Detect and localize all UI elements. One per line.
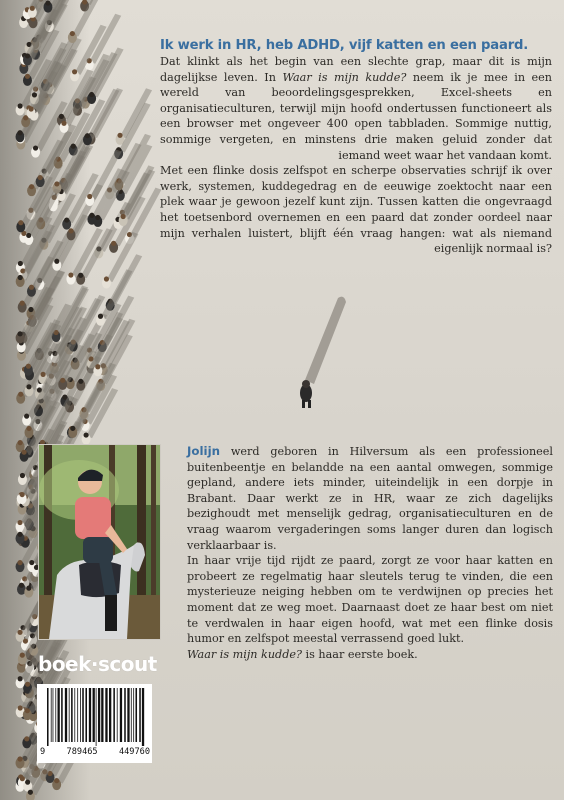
barcode-bar <box>109 688 111 742</box>
person-head <box>18 440 23 445</box>
barcode-bar <box>105 688 107 742</box>
barcode-bar <box>96 688 97 746</box>
person-head <box>89 92 94 97</box>
person-head <box>78 379 83 384</box>
author-p3-text: is haar eerste boek. <box>302 647 418 661</box>
person-head <box>29 285 34 290</box>
person-head <box>95 215 100 220</box>
barcode-bar <box>47 688 49 746</box>
barcode-bar <box>69 688 70 742</box>
person-head <box>26 233 31 238</box>
person-head <box>40 372 45 377</box>
author-paragraph-2: In haar vrije tijd rijdt ze paard, zorgt ze voor haar katten en probeert ze regelmatig haar sleutels terug te vinden, die een mysterieuze neiging hebben om te verdwijnen op precies het moment dat ze weg moet. Daarnaast doet ze haar best om niet te verdwalen in haar eigen hoofd, wat met een flinke dosis humor en zelfspot meestal verrassend goed lukt. <box>187 554 553 646</box>
person-head <box>17 756 22 761</box>
publisher-logo <box>38 652 157 676</box>
person-head <box>71 144 76 149</box>
person-head <box>20 473 25 478</box>
person-head <box>21 450 26 455</box>
book-title: Waar is mijn kudde? <box>282 70 407 84</box>
person-head <box>19 583 24 588</box>
barcode-bar <box>71 688 73 742</box>
person-head <box>20 301 25 306</box>
author-paragraph-1 <box>187 444 553 553</box>
barcode-digit-group-2: 789465 <box>66 747 98 757</box>
author-name: Jolijn <box>187 444 221 458</box>
person-head <box>64 217 69 222</box>
barcode-bar <box>51 688 52 742</box>
barcode-bar <box>89 688 91 742</box>
person-head <box>24 736 29 741</box>
person-head <box>17 103 22 108</box>
author-photo <box>38 444 161 640</box>
blurb <box>160 38 552 257</box>
publisher-dot: · <box>90 652 99 676</box>
person-head <box>17 560 22 565</box>
person-head <box>29 184 34 189</box>
person-head <box>17 331 22 336</box>
publisher-part2: scout <box>98 652 157 676</box>
barcode-bar <box>127 688 129 742</box>
person-head <box>59 114 64 119</box>
blurb-paragraph-2: Met een flinke dosis zelfspot en scherpe observaties schrijf ik over werk, systemen, kuddegedrag en de eeuwige zoektocht naar een plek waar je gewoon jezelf kunt zijn. Tussen katten die ongevraagd het toetsenbord overnemen en een paard dat zonder oordeel naar mijn verhalen luistert, blijft één vraag hangen: wat als niemand eigenlijk normaal is? <box>160 164 552 256</box>
person-head <box>54 778 59 783</box>
person-head <box>111 241 116 246</box>
person-head <box>18 275 23 280</box>
barcode-bar <box>124 688 126 742</box>
person-head <box>29 106 34 111</box>
barcode-bar <box>117 688 118 742</box>
author-paragraph-3 <box>187 647 553 663</box>
person-head <box>28 790 33 795</box>
person-head <box>68 228 73 233</box>
crowd-illustration <box>0 0 170 800</box>
person-head <box>17 130 22 135</box>
barcode-digit-group-3: 449760 <box>118 747 150 757</box>
person-head <box>54 259 59 264</box>
barcode-bars <box>41 688 148 746</box>
person-head <box>117 133 122 138</box>
person-head <box>17 520 22 525</box>
person-head <box>33 145 38 150</box>
barcode-bar <box>53 688 54 742</box>
person-head <box>26 364 31 369</box>
person-head <box>17 676 22 681</box>
barcode-bar <box>133 688 134 742</box>
barcode-digits <box>40 747 150 757</box>
barcode-bar <box>131 688 132 742</box>
barcode-bar <box>74 688 75 742</box>
person-head <box>25 780 30 785</box>
barcode-bar <box>135 688 137 742</box>
barcode-bar <box>77 688 78 742</box>
person-head <box>78 273 83 278</box>
person-head <box>45 0 50 5</box>
person-head <box>17 532 22 537</box>
person-head <box>18 261 23 266</box>
person-head <box>85 133 90 138</box>
person-head <box>70 31 75 36</box>
author-p1-text: werd geboren in Hilversum als een professioneel buitenbeentje en belandde na een aantal omwegen, sommige gepland, andere iets minder, uiteindelijk in een dorpje in Brabant. Daar werkt ze in HR, waar ze zich dagelijks bezighoudt met menselijk gedrag, organisatieculturen en de vraag waarom vergaderingen soms langer duren dan logisch verklaarbaar is. <box>187 445 553 552</box>
person-head <box>87 194 92 199</box>
person-head <box>17 630 22 635</box>
barcode-bar <box>139 688 141 742</box>
barcode-bar <box>120 688 122 742</box>
person-head <box>60 378 65 383</box>
person-head <box>18 220 23 225</box>
person-head <box>25 53 30 58</box>
barcode-bar <box>101 688 103 742</box>
person-head <box>20 776 25 781</box>
person-head <box>20 492 25 497</box>
person-head <box>25 682 30 687</box>
barcode-bar <box>55 688 56 742</box>
person-head <box>38 175 43 180</box>
barcode-bar <box>65 688 67 742</box>
person-head <box>24 414 29 419</box>
publisher-part1: boek <box>38 652 91 676</box>
person-head <box>72 69 77 74</box>
person-head <box>98 314 103 319</box>
person-head <box>25 708 30 713</box>
person-head <box>104 276 109 281</box>
barcode-digit-group-1: 9 <box>40 747 46 757</box>
person-head <box>30 6 35 11</box>
barcode-bar <box>113 688 115 742</box>
headline: Ik werk in HR, heb ADHD, vijf katten en een paard. <box>160 38 529 53</box>
isbn-barcode <box>37 684 152 763</box>
barcode-bar <box>58 688 60 742</box>
person-head <box>20 653 25 658</box>
barcode-bar <box>98 688 100 742</box>
person-head <box>28 307 33 312</box>
author-book-title: Waar is mijn kudde? <box>187 647 302 661</box>
person-head <box>54 181 59 186</box>
blurb-p1-end: neem ik je mee in een wereld van beoordelingsgesprekken, Excel-sheets en organisatieculturen, terwijl mijn hoofd ondertussen functioneert als een browser met ongeveer 400 open tabbladen. Sommige nuttig, sommige vergeten, en minstens drie maken geluid zonder dat iemand weet waar het vandaan komt. <box>160 70 552 162</box>
barcode-bar <box>142 688 144 746</box>
barcode-bar <box>82 688 84 742</box>
person-head <box>26 384 31 389</box>
blurb-paragraph-1 <box>160 54 552 163</box>
person-head <box>95 364 100 369</box>
person-head <box>32 92 37 97</box>
person-head <box>29 560 34 565</box>
person-head <box>84 432 89 437</box>
walker-figure <box>280 290 360 420</box>
person-head <box>26 586 31 591</box>
author-photo-image <box>39 445 160 639</box>
person-head <box>121 214 126 219</box>
person-head <box>18 705 23 710</box>
barcode-bar <box>85 688 87 742</box>
person-head <box>89 213 94 218</box>
barcode-bar <box>61 688 63 742</box>
blurb-p1-start: Dat klinkt als het begin van een slechte grap, maar dit is mijn dagelijkse leven. In <box>160 55 552 84</box>
person-head <box>25 74 30 79</box>
barcode-bar <box>80 688 81 742</box>
barcode-bar <box>93 688 95 742</box>
person-head <box>18 392 23 397</box>
person-head <box>68 272 73 277</box>
person-head <box>70 426 75 431</box>
person-head <box>26 426 31 431</box>
author-bio <box>187 444 553 662</box>
person-head <box>61 121 66 126</box>
